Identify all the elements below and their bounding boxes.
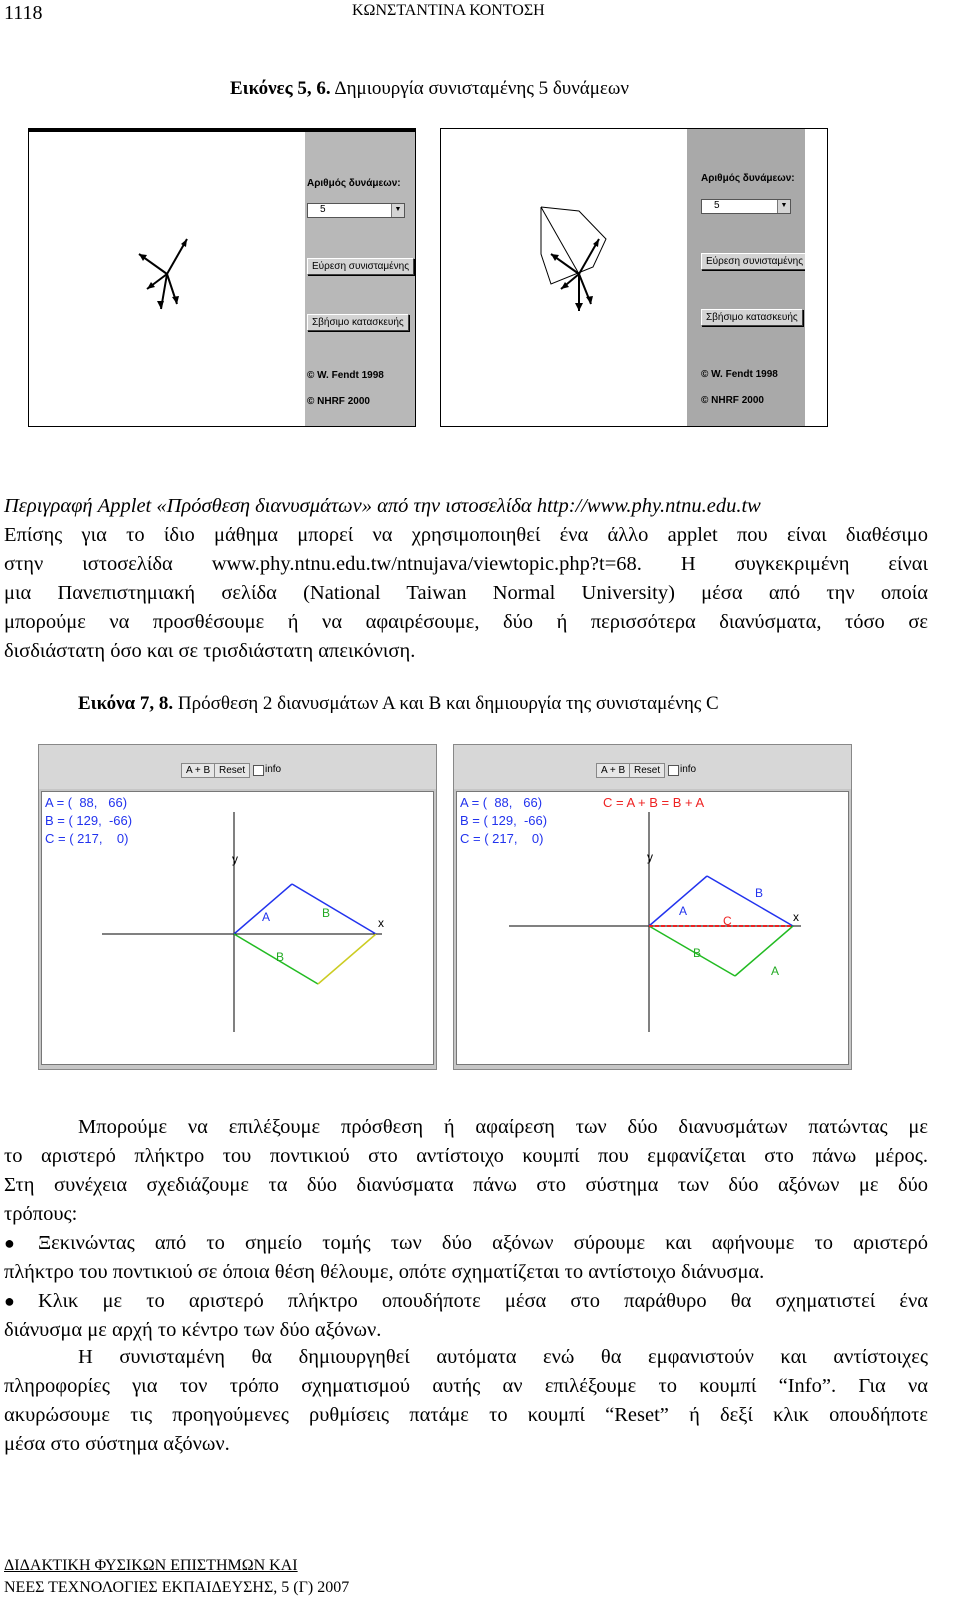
vector-a-coords: A = ( 88, 66) xyxy=(45,795,128,810)
body-paragraph-1 xyxy=(4,1113,928,1229)
find-resultant-button[interactable]: Εύρεση συνισταμένης xyxy=(307,258,414,275)
page-number: 1118 xyxy=(4,2,43,24)
vector-a-label-lower: A xyxy=(771,964,780,978)
vector-a-label: A xyxy=(679,904,688,918)
force-count-value: 5 xyxy=(320,204,326,215)
footer-journal-title xyxy=(4,1554,298,1578)
info-label: info xyxy=(265,764,282,775)
bullet-icon: ● xyxy=(4,1291,15,1311)
find-resultant-button[interactable]: Εύρεση συνισταμένης xyxy=(701,253,808,270)
applet-description-line: Περιγραφή Applet «Πρόσθεση διανυσμάτων» από την ιστοσελίδα http://www.phy.ntnu.edu.tw xyxy=(4,495,761,517)
vector-b-label-lower: B xyxy=(693,946,702,960)
caption-label: Εικόνες 5, 6. xyxy=(230,78,331,99)
credit-nhrf: © NHRF 2000 xyxy=(701,395,764,406)
paragraph-line: πλήκτρο του ποντικιού σε όποια θέση θέλουμε, οπότε σχηματίζεται το αντίστοιχο διάνυσμα. xyxy=(4,1261,765,1283)
applet-right-margin xyxy=(805,129,827,426)
bullet-item-1 xyxy=(4,1229,928,1287)
add-vectors-button[interactable]: A + B xyxy=(181,763,215,778)
reset-button[interactable]: Reset xyxy=(214,763,250,778)
footer-journal-issue: ΝΕΕΣ ΤΕΧΝΟΛΟΓΙΕΣ ΕΚΠΑΙΔΕΥΣΗΣ, 5 (Γ) 2007 xyxy=(4,1579,350,1596)
bullet-item-2 xyxy=(4,1287,928,1345)
paragraph-line: Κλικ με το αριστερό πλήκτρο οπουδήποτε μέσα στο παράθυρο θα σχηματιστεί ένα xyxy=(38,1290,928,1312)
caption-label: Εικόνα 7, 8. xyxy=(78,693,174,714)
body-paragraph-2 xyxy=(4,1343,928,1459)
paragraph-line: μπορούμε να προσθέσουμε ή να αφαιρέσουμε, δύο ή περισσότερα διανύσματα, τόσο σε xyxy=(4,611,928,633)
paragraph-line: δισδιάστατη όσο και σε τρισδιάστατη απεικόνιση. xyxy=(4,640,416,662)
paragraph-line: Ξεκινώντας από το σημείο τομής των δύο αξόνων σύρουμε και αφήνουμε το αριστερό xyxy=(38,1232,928,1254)
force-vectors-diagram xyxy=(29,129,305,426)
force-count-label: Αριθμός δυνάμεων: xyxy=(307,178,401,189)
vector-addition-plot xyxy=(457,792,848,1064)
clear-construction-button[interactable]: Σβήσιμο κατασκευής xyxy=(307,314,409,331)
paragraph-line: πληροφορίες για τον τρόπο σχηματισμού αυτής αν επιλέξουμε το κουμπί “Info”. Για να xyxy=(4,1375,928,1397)
paragraph-line: στην ιστοσελίδα www.phy.ntnu.edu.tw/ntnujava/viewtopic.php?t=68. Η συγκεκριμένη είναι xyxy=(4,553,928,575)
caption-text: Πρόσθεση 2 διανυσμάτων Α και Β και δημιουργία της συνισταμένης C xyxy=(173,693,719,714)
paragraph-line: Επίσης για το ίδιο μάθημα μπορεί να χρησιμοποιηθεί ένα άλλο applet που είναι διαθέσιμο xyxy=(4,524,928,546)
vector-b-label: B xyxy=(755,886,764,900)
y-axis-label: y xyxy=(647,850,653,864)
vector-b-label: B xyxy=(322,906,331,920)
credit-nhrf: © NHRF 2000 xyxy=(307,396,370,407)
bullet-icon: ● xyxy=(4,1233,15,1253)
credit-fendt: © W. Fendt 1998 xyxy=(701,369,778,380)
add-vectors-button[interactable]: A + B xyxy=(596,763,630,778)
paragraph-line: ακυρώσουμε τις προηγούμενες ρυθμίσεις πατάμε το κουμπί “Reset” ή δεξί κλικ οπουδήποτε xyxy=(4,1404,928,1426)
vector-c-coords: C = ( 217, 0) xyxy=(460,831,544,846)
force-count-select[interactable] xyxy=(307,203,405,218)
info-label: info xyxy=(680,764,697,775)
applet-control-panel xyxy=(305,132,415,426)
paragraph-line: Μπορούμε να επιλέξουμε πρόσθεση ή αφαίρεση των δύο διανυσμάτων πατώντας με xyxy=(78,1116,928,1138)
running-header-author: ΚΩΝΣΤΑΝΤΙΝΑ ΚΟΝΤΟΣΗ xyxy=(352,2,545,19)
resultant-formula: C = A + B = B + A xyxy=(603,795,705,810)
paragraph-line: τρόπους: xyxy=(4,1203,78,1225)
applet-control-panel xyxy=(687,129,805,426)
vector-canvas[interactable] xyxy=(456,791,849,1065)
footer-line-1: ΔΙΔΑΚΤΙΚΗ ΦΥΣΙΚΩΝ ΕΠΙΣΤΗΜΩΝ ΚΑΙ xyxy=(4,1557,298,1574)
figure-6-applet xyxy=(440,128,828,427)
applet-toolbar xyxy=(39,745,436,789)
vector-b-coords: B = ( 129, -66) xyxy=(45,813,133,828)
force-count-label: Αριθμός δυνάμεων: xyxy=(701,173,795,184)
figure-8-applet xyxy=(453,744,852,1070)
x-axis-label: x xyxy=(378,916,384,930)
force-count-select[interactable] xyxy=(701,199,791,214)
figure-7-applet xyxy=(38,744,437,1070)
paragraph-line: μια Πανεπιστημιακή σελίδα (National Taiwan Normal University) μέσα από την οποία xyxy=(4,582,928,604)
x-axis-label: x xyxy=(793,910,799,924)
reset-button[interactable]: Reset xyxy=(629,763,665,778)
paragraph-line: το αριστερό πλήκτρο του ποντικιού στο αντίστοιχο κουμπί που εμφανίζεται στο πάνω μέρος. xyxy=(4,1145,928,1167)
paragraph-line: μέσα στο σύστημα αξόνων. xyxy=(4,1433,230,1455)
figure-caption-7-8 xyxy=(78,693,719,715)
info-checkbox[interactable] xyxy=(668,765,679,776)
chevron-down-icon[interactable]: ▼ xyxy=(391,204,404,217)
clear-construction-button[interactable]: Σβήσιμο κατασκευής xyxy=(701,309,803,326)
paragraph-line: διάνυσμα με αρχή το κέντρο των δύο αξόνων. xyxy=(4,1319,382,1341)
vector-c-coords: C = ( 217, 0) xyxy=(45,831,129,846)
vector-canvas[interactable] xyxy=(41,791,434,1065)
paragraph-line: Η συνισταμένη θα δημιουργηθεί αυτόματα ενώ θα εμφανιστούν και αντίστοιχες xyxy=(78,1346,928,1368)
vector-b-coords: B = ( 129, -66) xyxy=(460,813,548,828)
credit-fendt: © W. Fendt 1998 xyxy=(307,370,384,381)
figure-caption-5-6 xyxy=(230,78,629,100)
y-axis-label: y xyxy=(232,852,238,866)
force-count-value: 5 xyxy=(714,200,720,211)
force-polygon-diagram xyxy=(441,129,687,426)
info-checkbox[interactable] xyxy=(253,765,264,776)
caption-text: Δημιουργία συνισταμένης 5 δυνάμεων xyxy=(330,78,630,99)
paragraph-line: Στη συνέχεια σχεδιάζουμε τα δύο διανύσματα πάνω στο σύστημα των δύο αξόνων με δύο xyxy=(4,1174,928,1196)
vector-addition-plot xyxy=(42,792,433,1064)
chevron-down-icon[interactable]: ▼ xyxy=(777,200,790,213)
resultant-c-label: C xyxy=(723,914,732,928)
description-paragraph xyxy=(4,492,928,666)
applet-toolbar xyxy=(454,745,851,789)
vector-a-label: A xyxy=(262,910,271,924)
vector-b-label-lower: B xyxy=(276,950,285,964)
figure-5-applet xyxy=(28,128,416,427)
vector-a-coords: A = ( 88, 66) xyxy=(460,795,543,810)
